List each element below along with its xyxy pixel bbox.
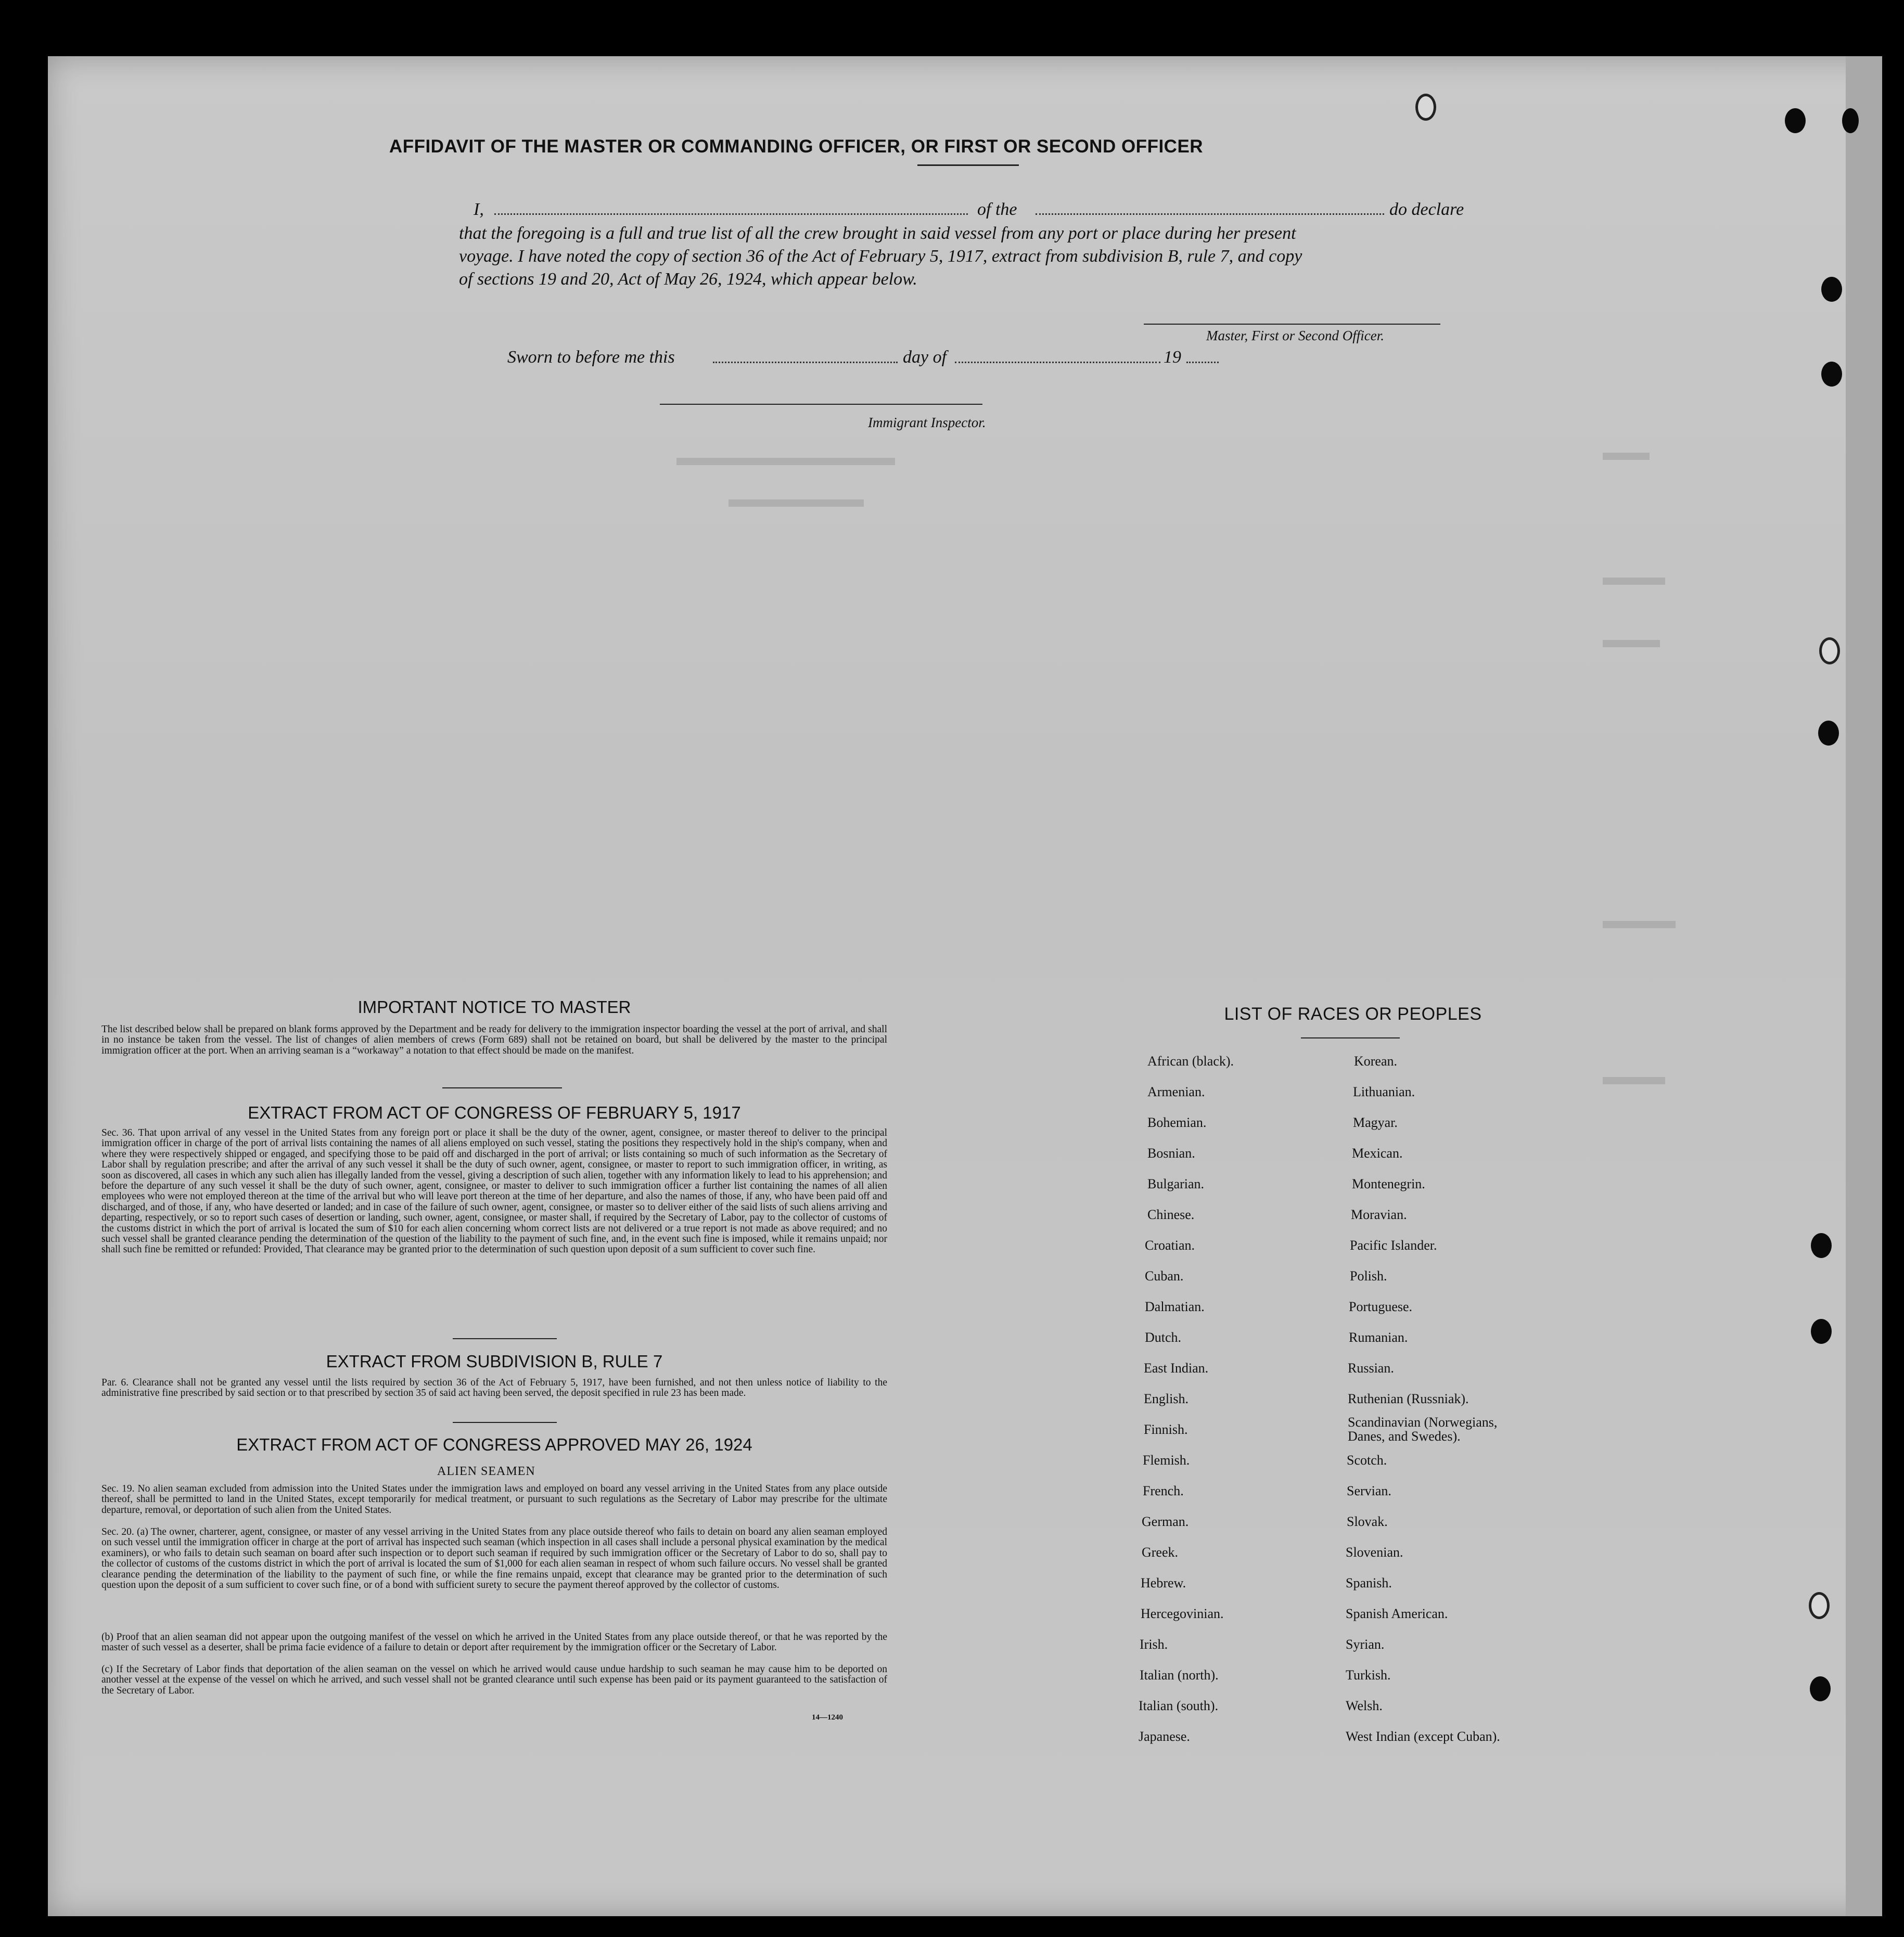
race-item: Mexican. bbox=[1352, 1146, 1403, 1161]
punch-hole-icon bbox=[1415, 94, 1436, 121]
sworn-day-field[interactable] bbox=[713, 362, 898, 363]
race-item: Lithuanian. bbox=[1353, 1084, 1415, 1099]
race-item: Bosnian. bbox=[1147, 1146, 1195, 1161]
affidavit-line-4: of sections 19 and 20, Act of May 26, 1924, which appear below. bbox=[459, 270, 917, 289]
sworn-label: Sworn to before me this bbox=[507, 348, 675, 367]
sec-19-text: Sec. 19. No alien seaman excluded from admission into the United States under the immigration laws and employed on board any vessel arriving in the United States from any place outside thereof, shall be permitted to land in the United States, except temporarily for medical treatment, or pursuant to such regulations as the Secretary of Labor may prescribe for the ultimate departure, removal, or deportation of such alien from the United States. bbox=[101, 1483, 887, 1516]
bleed-mark bbox=[1603, 640, 1660, 647]
race-item: Portuguese. bbox=[1349, 1299, 1413, 1314]
race-item: Finnish. bbox=[1144, 1422, 1188, 1437]
rule-7-title: EXTRACT FROM SUBDIVISION B, RULE 7 bbox=[326, 1352, 663, 1371]
race-item: Hebrew. bbox=[1141, 1575, 1186, 1590]
race-item: West Indian (except Cuban). bbox=[1346, 1729, 1500, 1744]
race-item: Ruthenian (Russniak). bbox=[1348, 1391, 1469, 1406]
form-number: 14—1240 bbox=[812, 1713, 843, 1722]
race-item: Magyar. bbox=[1353, 1115, 1398, 1130]
race-item: Montenegrin. bbox=[1352, 1176, 1425, 1191]
affidavit-title: AFFIDAVIT OF THE MASTER OR COMMANDING OFFICER, OR FIRST OR SECOND OFFICER bbox=[389, 136, 1204, 157]
race-item: Greek. bbox=[1142, 1545, 1179, 1560]
race-item: Slovak. bbox=[1347, 1514, 1388, 1529]
sec-20a-text: Sec. 20. (a) The owner, charterer, agent, consignee, or master of any vessel arriving in the United States from any place outside thereof who fails to detain on board any alien seaman employed on such vessel until the immigration officer in charge at the port of arrival has inspected such seaman (which inspection in all cases shall include a personal physical examination by the medical examiners), or who fails to detain such seaman on board after such inspection or to deport such seaman if required by such immigration officer or the Secretary of Labor to do so, shall pay to the collector of customs of the customs district in which the port of arrival is located the sum of $1,000 for each alien seaman in respect of whom such failure occurs. No vessel shall be granted clearance pending the determination of the liability to the payment of such fine, or while the fine remains unpaid, except that clearance may be granted prior to the determination of such question upon the deposit of a sum sufficient to cover such fine, or of a bond with sufficient surety to secure the payment thereof approved by the collector of customs. bbox=[101, 1526, 887, 1591]
race-item: Polish. bbox=[1350, 1268, 1387, 1284]
race-item: Japanese. bbox=[1139, 1729, 1190, 1744]
act-1924-title: EXTRACT FROM ACT OF CONGRESS APPROVED MAY 26, 1924 bbox=[236, 1435, 752, 1454]
race-item: Italian (south). bbox=[1139, 1698, 1219, 1713]
race-item: Italian (north). bbox=[1140, 1667, 1219, 1683]
race-item: Flemish. bbox=[1143, 1453, 1190, 1468]
race-item: Spanish American. bbox=[1346, 1606, 1448, 1621]
inspector-signature-line[interactable] bbox=[660, 404, 982, 405]
punch-hole-icon bbox=[1821, 362, 1842, 387]
punch-hole-icon bbox=[1810, 1676, 1831, 1701]
race-item: Servian. bbox=[1347, 1483, 1391, 1498]
punch-hole-icon bbox=[1785, 108, 1806, 133]
section-divider bbox=[442, 1087, 562, 1088]
affidavit-line-3: voyage. I have noted the copy of section 36 of the Act of February 5, 1917, extract from subdivision B, rule 7, and copy bbox=[459, 247, 1302, 266]
race-item: Rumanian. bbox=[1349, 1330, 1408, 1345]
day-of-label: day of bbox=[903, 348, 947, 367]
bleed-mark bbox=[1603, 578, 1665, 585]
race-item: Armenian. bbox=[1147, 1084, 1205, 1099]
vessel-name-field[interactable] bbox=[1036, 213, 1384, 215]
punch-hole-icon bbox=[1811, 1319, 1832, 1344]
race-item: English. bbox=[1144, 1391, 1189, 1406]
page-edge-strip bbox=[1846, 56, 1882, 1916]
punch-hole-icon bbox=[1818, 721, 1839, 746]
races-title: LIST OF RACES OR PEOPLES bbox=[1224, 1004, 1482, 1024]
race-item: Bohemian. bbox=[1147, 1115, 1207, 1130]
sec-20c-text: (c) If the Secretary of Labor finds that deportation of the alien seaman on the vessel on which he arrived would cause undue hardship to such seaman he may cause him to be deported on another vessel at the expense of the vessel on which he arrived, and such vessel shall not be granted clearance until such expense has been paid or its payment guaranteed to the satisfaction of the Secretary of Labor. bbox=[101, 1664, 887, 1696]
affidavit-i-label: I, bbox=[474, 200, 484, 219]
punch-hole-icon bbox=[1809, 1592, 1830, 1619]
officer-name-field[interactable] bbox=[494, 213, 968, 215]
punch-hole-icon bbox=[1842, 108, 1859, 133]
notice-text: The list described below shall be prepared on blank forms approved by the Department and be ready for delivery to the immigration inspector boarding the vessel at the port of arrival, and shall in no instance be taken from the vessel. The list of changes of alien members of crews (Form 689) shall not be retained on board, but shall be delivered by the master to the principal immigration officer at the port. When an arriving seaman is a “workaway” a notation to that effect should be made on the manifest. bbox=[101, 1024, 887, 1056]
race-item: Pacific Islander. bbox=[1350, 1238, 1437, 1253]
bleed-mark bbox=[1603, 453, 1650, 460]
act-1917-title: EXTRACT FROM ACT OF CONGRESS OF FEBRUARY 5, 1917 bbox=[248, 1103, 741, 1122]
section-divider bbox=[453, 1338, 557, 1339]
bleed-mark bbox=[1603, 1077, 1665, 1084]
race-item: French. bbox=[1143, 1483, 1184, 1498]
race-item: Scotch. bbox=[1347, 1453, 1387, 1468]
punch-hole-icon bbox=[1811, 1233, 1832, 1258]
affidavit-declare-label: do declare bbox=[1389, 200, 1464, 219]
race-item: Russian. bbox=[1348, 1361, 1394, 1376]
races-title-underline bbox=[1301, 1037, 1400, 1038]
bleed-mark bbox=[1603, 921, 1676, 928]
race-item: Cuban. bbox=[1145, 1268, 1184, 1284]
sec-20b-text: (b) Proof that an alien seaman did not appear upon the outgoing manifest of the vessel on which he arrived in the United States from any place outside thereof, or that he was reported by the master of such vessel as a deserter, shall be prima facie evidence of a failure to detain or deport after requirement by the immigration officer or the Secretary of Labor. bbox=[101, 1632, 887, 1653]
race-item: German. bbox=[1142, 1514, 1189, 1529]
race-item: African (black). bbox=[1147, 1054, 1234, 1069]
race-item: Spanish. bbox=[1346, 1575, 1392, 1590]
punch-hole-icon bbox=[1821, 277, 1842, 302]
year-prefix-label: 19 bbox=[1164, 348, 1181, 367]
sworn-year-field[interactable] bbox=[1186, 362, 1219, 363]
act-1917-text: Sec. 36. That upon arrival of any vessel in the United States from any foreign port or place it shall be the duty of the owner, agent, consignee, or master thereof to deliver to the principal immigration officer in charge of the port of arrival lists containing the names of all aliens employed on such vessel, stating the positions they respectively hold in the ship's company, when and where they were respectively shipped or engaged, and specifying those to be paid off and discharged in the port of arrival; or lists containing so much of such information as the Secretary of Labor shall by regulation prescribe; and after the arrival of any such vessel it shall be the duty of such owner, agent, consignee, or master to report to such immigration officer, in writing, as soon as discovered, all cases in which any such alien has illegally landed from the vessel, giving a description of such alien, together with any information likely to lead to his apprehension; and before the departure of any such vessel it shall be the duty of such owner, agent, consignee, or master to deliver to such immigration officer a further list containing the names of all alien employees who were not employed thereon at the time of the arrival but who will leave port thereon at the time of her departure, and also the names of those, if any, who have been paid off and discharged, and of those, if any, who have deserted or landed; and in case of the failure of such owner, agent, consignee, or master so to deliver either of the said lists of such aliens arriving and departing, respectively, or so to report such cases of desertion or landing, such owner, agent, consignee, or master shall, if required by the Secretary of Labor, pay to the collector of customs of the customs district in which the port of arrival is located the sum of $10 for each alien concerning whom correct lists are not delivered or a true report is not made as above required; and no such vessel shall be granted clearance pending the determination of the question of the liability to the payment of such fine, and, in the event such fine is imposed, while it remains unpaid; nor shall such fine be remitted or refunded: Provided, That clearance may be granted prior to the determination of such question upon deposit of a sum sufficient to cover such fine. bbox=[101, 1127, 887, 1255]
race-item: Hercegovinian. bbox=[1141, 1606, 1224, 1621]
race-item: Syrian. bbox=[1346, 1637, 1385, 1652]
race-item: Irish. bbox=[1140, 1637, 1168, 1652]
race-item: Scandinavian (Norwegians, Danes, and Swedes). bbox=[1348, 1415, 1498, 1444]
bleed-mark bbox=[729, 499, 864, 507]
alien-seamen-subtitle: ALIEN SEAMEN bbox=[437, 1465, 535, 1478]
bleed-mark bbox=[676, 458, 895, 465]
master-caption: Master, First or Second Officer. bbox=[1206, 328, 1384, 343]
section-divider bbox=[453, 1422, 557, 1423]
affidavit-line-2: that the foregoing is a full and true list of all the crew brought in said vessel from any port or place during her present bbox=[459, 224, 1296, 243]
race-item: Chinese. bbox=[1147, 1207, 1195, 1222]
race-item: Dalmatian. bbox=[1145, 1299, 1205, 1314]
inspector-caption: Immigrant Inspector. bbox=[868, 415, 986, 430]
affidavit-of-the-label: of the bbox=[977, 200, 1017, 219]
race-item: Korean. bbox=[1354, 1054, 1398, 1069]
race-item: East Indian. bbox=[1144, 1361, 1209, 1376]
race-item: Moravian. bbox=[1351, 1207, 1407, 1222]
race-item: Dutch. bbox=[1145, 1330, 1182, 1345]
title-underline bbox=[917, 164, 1019, 166]
race-item: Turkish. bbox=[1346, 1667, 1391, 1683]
race-item: Bulgarian. bbox=[1147, 1176, 1205, 1191]
rule-7-text: Par. 6. Clearance shall not be granted any vessel until the lists required by section 36 of the Act of February 5, 1917, have been furnished, and not then unless notice of liability to the administrative fine prescribed by said section or to that prescribed by section 35 of said act having been served, the deposit specified in rule 23 has been made. bbox=[101, 1377, 887, 1399]
punch-hole-icon bbox=[1819, 637, 1840, 664]
master-signature-line[interactable] bbox=[1144, 324, 1440, 325]
sworn-month-field[interactable] bbox=[955, 362, 1160, 363]
race-item: Croatian. bbox=[1145, 1238, 1195, 1253]
race-item: Slovenian. bbox=[1346, 1545, 1403, 1560]
race-item: Welsh. bbox=[1346, 1698, 1383, 1713]
notice-title: IMPORTANT NOTICE TO MASTER bbox=[357, 997, 631, 1017]
